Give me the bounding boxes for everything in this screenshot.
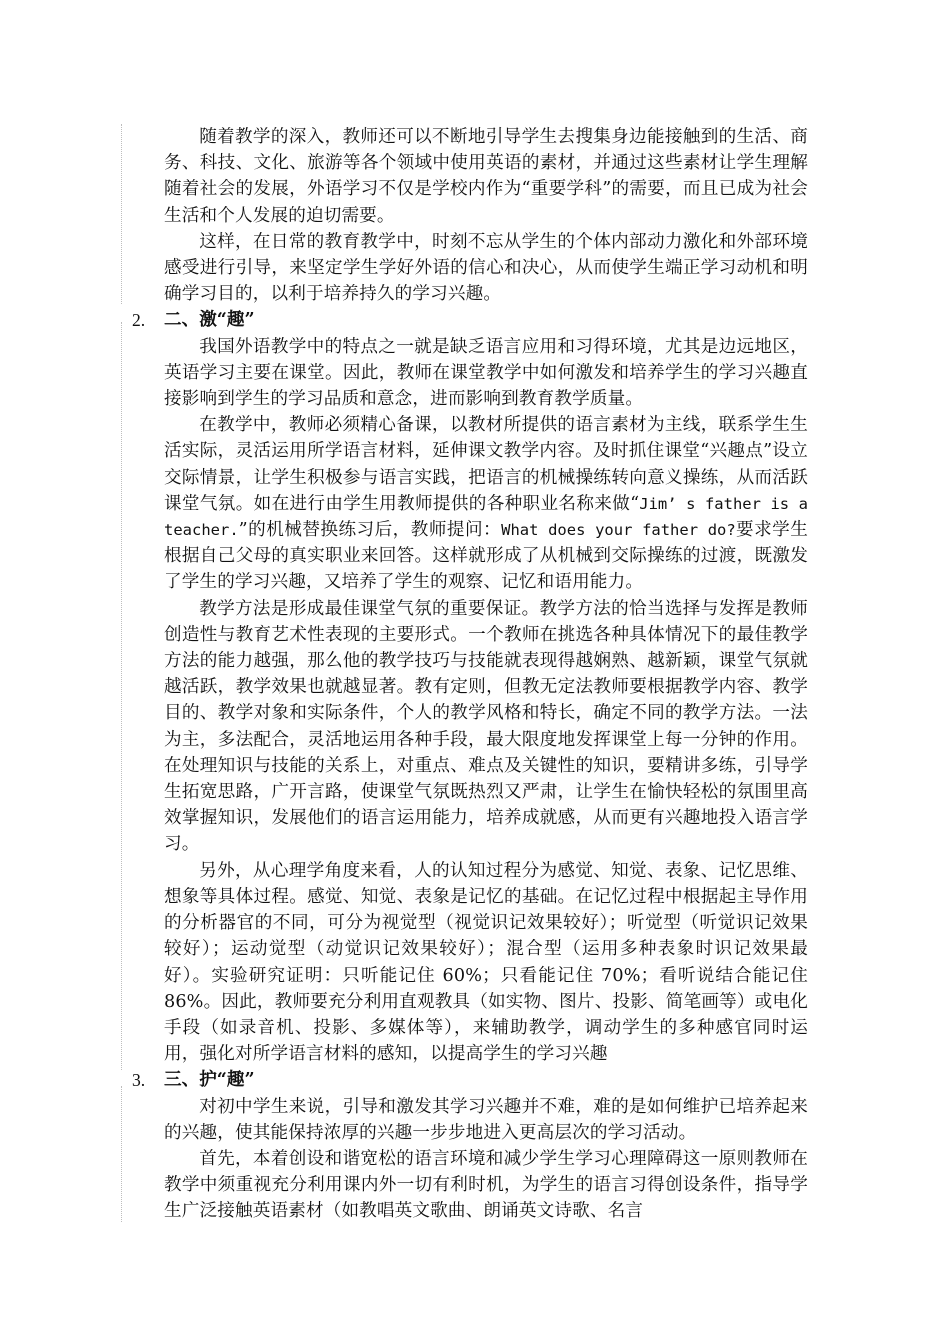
section2-paragraph-2 [164,412,808,595]
margin-marker-middle [121,322,122,1070]
paragraph-text: 在教学中，教师必须精心备课，以教材所提供的语言素材为主线，联系学生生活实际，灵活运用所学语言材料，延伸课文教学内容。及时抓住课堂“兴趣点”设立交际情景，让学生积极参与语言实践，把语言的机械操练转向意义操练，从而活跃课堂气氛。如在进行由学生用教师提供的各种职业名称来做“ [164,415,808,514]
list-number: 3. [132,1070,146,1091]
section-title: 二、激“趣” [164,309,255,331]
margin-marker-top [121,124,122,304]
example-question: What does your father do? [501,521,736,540]
intro-paragraph-1: 随着教学的深入，教师还可以不断地引导学生去搜集身边能接触到的生活、商务、科技、文化、旅游等各个领域中使用英语的素材，并通过这些素材让学生理解随着社会的发展，外语学习不仅是学校内作为“重要学科”的需要，而且已成为社会生活和个人发展的迫切需要。 [164,127,808,226]
example-sentence: Jim’ s father is a teacher. [164,494,808,540]
margin-marker-bottom [121,1086,122,1222]
section3-paragraph-1: 对初中学生来说，引导和激发其学习兴趣并不难，难的是如何维护已培养起来的兴趣，使其能保持浓厚的兴趣一步步地进入更高层次的学习活动。 [164,1096,808,1143]
intro-paragraph-2: 这样，在日常的教育教学中，时刻不忘从学生的个体内部动力激化和外部环境感受进行引导，来坚定学生学好外语的信心和决心，从而使学生端正学习动机和明确学习目的，以利于培养持久的学习兴趣。 [164,231,808,305]
paragraph-text: ”的机械替换练习后，教师提问： [238,520,502,541]
section-heading-2 [132,307,808,333]
section-heading-3 [132,1067,808,1093]
section3-paragraph-2: 首先，本着创设和谐宽松的语言环境和减少学生学习心理障碍这一原则教师在教学中须重视充分利用课内外一切有利时机，为学生的语言习得创设条件，指导学生广泛接触英语素材（如教唱英文歌曲、朗诵英文诗歌、名言 [164,1148,808,1222]
list-number: 2. [132,310,146,331]
paragraph-text: 要求学生根据自己父母的真实职业来回答。这样就形成了从机械到交际操练的过渡，既激发了学生的学习兴趣，又培养了学生的观察、记忆和语用能力。 [164,520,808,593]
section-title: 三、护“趣” [164,1069,255,1091]
document-body [132,124,808,1225]
section2-paragraph-4: 另外，从心理学角度来看，人的认知过程分为感觉、知觉、表象、记忆思维、想象等具体过程。感觉、知觉、表象是记忆的基础。在记忆过程中根据起主导作用的分析器官的不同，可分为视觉型（视觉识记效果较好）；听觉型（听觉识记效果较好）；运动觉型（动觉识记效果较好）；混合型（运用多种表象时识记效果最好）。实验研究证明：只听能记住 60%；只看能记住 70%；看听说结合能记住 86%。因此，教师要充分利用直观教具（如实物、图片、投影、简笔画等）或电化手段（如录音机、投影、多媒体等），来辅助教学，调动学生的多种感官同时运用，强化对所学语言材料的感知，以提高学生的学习兴趣 [164,860,808,1065]
section2-paragraph-3: 教学方法是形成最佳课堂气氛的重要保证。教学方法的恰当选择与发挥是教师创造性与教育艺术性表现的主要形式。一个教师在挑选各种具体情况下的最佳教学方法的能力越强，那么他的教学技巧与技能就表现得越娴熟、越新颖，课堂气氛就越活跃，教学效果也就越显著。教有定则，但教无定法教师要根据教学内容、教学目的、教学对象和实际条件，个人的教学风格和特长，确定不同的教学方法。一法为主，多法配合，灵活地运用各种手段，最大限度地发挥课堂上每一分钟的作用。在处理知识与技能的关系上，对重点、难点及关键性的知识，要精讲多练，引导学生拓宽思路，广开言路，使课堂气氛既热烈又严肃，让学生在愉快轻松的氛围里高效掌握知识，发展他们的语言运用能力，培养成就感，从而更有兴趣地投入语言学习。 [164,598,808,855]
section2-paragraph-1: 我国外语教学中的特点之一就是缺乏语言应用和习得环境，尤其是边远地区，英语学习主要在课堂。因此，教师在课堂教学中如何激发和培养学生的学习兴趣直接影响到学生的学习品质和意念，进而影响到教育教学质量。 [164,336,808,410]
